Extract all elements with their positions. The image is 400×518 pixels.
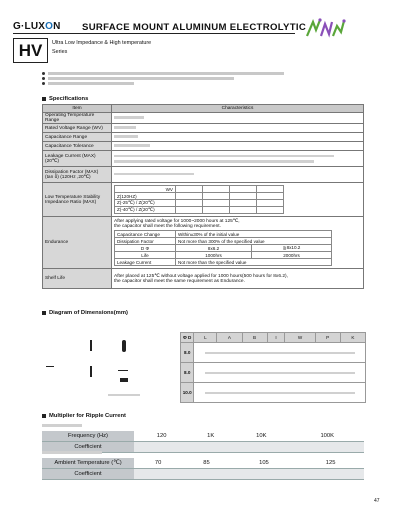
table-row: [42, 469, 364, 480]
column-header: K: [340, 333, 365, 343]
column-header-item: Item: [43, 105, 112, 113]
table-row: [43, 217, 364, 269]
row-value: [112, 269, 364, 289]
row-label: Operating Temperature Range: [43, 113, 112, 124]
endurance-label: Dissipation Factor: [115, 238, 176, 245]
table-row: [43, 183, 364, 217]
row-label: Endurance: [43, 217, 112, 269]
endurance-value: 8x6.2: [176, 245, 252, 252]
series-description-line-1: Ultra Low Impedance & High temperature: [52, 40, 152, 46]
values-cell: [194, 343, 366, 363]
endurance-value: 2000hrs: [252, 252, 332, 259]
values-cell: [194, 383, 366, 403]
frequency-label: Frequency (Hz): [42, 431, 134, 442]
shelf-life-text-2: the capacitor shall meet the same requirement as Endurance.: [114, 278, 245, 284]
frequency-value: 100K: [290, 431, 364, 442]
endurance-value: 1000hrs: [176, 252, 252, 259]
dimension-line: [46, 366, 54, 367]
specifications-title: [42, 96, 88, 102]
temperature-label: Ambient Temperature (℃): [42, 458, 134, 469]
row-label: Capacitance Range: [43, 133, 112, 142]
row-label: Capacitance Tolerance: [43, 142, 112, 151]
land-pattern-caption: [108, 394, 140, 396]
row-value: [112, 113, 364, 124]
column-header: B: [242, 333, 267, 343]
ripple-temperature-table: [42, 458, 364, 480]
table-row: [43, 142, 364, 151]
feature-item: [42, 72, 352, 75]
table-row: [43, 151, 364, 167]
row-value: [112, 217, 364, 269]
row-label: [43, 183, 112, 217]
feature-item: [42, 82, 352, 85]
row-label: Leakage Current (MAX) (20℃): [43, 151, 112, 167]
impedance-ratio-table: [114, 185, 284, 214]
size-cell: 10.0: [181, 383, 194, 403]
temperature-value: 105: [231, 458, 298, 469]
series-description-line-2: Series: [52, 49, 68, 55]
section-square-icon: [42, 311, 46, 315]
column-header: A: [217, 333, 242, 343]
row-label-line: Dissipation Factor (MAX): [45, 169, 99, 175]
wv-label: WV: [115, 186, 176, 193]
dimension-line: [118, 370, 128, 371]
capacitor-pad: [120, 378, 128, 382]
table-header-row: [43, 105, 364, 113]
row-label-line: Low Temperature Stability: [45, 194, 101, 200]
column-header: Φ D: [181, 333, 194, 343]
table-row: [43, 133, 364, 142]
capacitor-side-view: [122, 340, 126, 352]
coefficient-label: Coefficient: [42, 442, 134, 453]
endurance-value: ≧8x10.2: [252, 245, 332, 252]
brand-logo-right: N: [53, 21, 61, 32]
column-header: I: [267, 333, 285, 343]
temperature-caption: [42, 451, 102, 454]
table-row: [43, 113, 364, 124]
row-value: [112, 183, 364, 217]
row-value: [112, 142, 364, 151]
capacitor-top-view-lead: [90, 340, 92, 351]
ripple-frequency-table: [42, 431, 364, 453]
brand-mark-icon: [304, 16, 346, 40]
frequency-value: 1K: [189, 431, 232, 442]
row-label: [43, 167, 112, 183]
series-code: HV: [13, 38, 48, 63]
bullet-icon: [42, 82, 45, 85]
endurance-table: [114, 230, 332, 266]
frequency-value: 120: [134, 431, 189, 442]
temperature-value: 125: [297, 458, 364, 469]
header-rule: [13, 33, 295, 34]
table-row: [181, 363, 366, 383]
capacitor-bottom-lead: [90, 366, 92, 377]
z-ratio-2: Z(-40℃) / Z(20℃): [115, 207, 176, 214]
z-ratio-1: Z(-25℃) / Z(20℃): [115, 200, 176, 207]
endurance-label: Life: [115, 252, 176, 259]
ripple-title: [42, 413, 126, 419]
z-header: Z(120HZ): [115, 193, 176, 200]
table-row: [181, 383, 366, 403]
column-header-characteristics: Characteristics: [112, 105, 364, 113]
endurance-label: D Φ: [115, 245, 176, 252]
page-headline: SURFACE MOUNT ALUMINUM ELECTROLYTIC: [82, 22, 307, 33]
bullet-icon: [42, 77, 45, 80]
row-value: [112, 167, 364, 183]
section-square-icon: [42, 414, 46, 418]
ripple-title-text: Multiplier for Ripple Current: [49, 413, 126, 419]
table-row: [42, 431, 364, 442]
shelf-life-text-1: After placed at 125℃ without voltage applied for 1000 hours(500 hours for 8x6.2),: [114, 273, 288, 279]
endurance-text-2: the capacitor shall meet the following requirement.: [114, 224, 221, 229]
table-row: [43, 167, 364, 183]
size-cell: 8.0: [181, 363, 194, 383]
endurance-label: Leakage Current: [115, 259, 176, 266]
specifications-title-text: Specifications: [49, 96, 89, 102]
endurance-value: Within±30% of the initial value: [176, 231, 332, 238]
endurance-label: Capacitance Change: [115, 231, 176, 238]
table-row: [181, 343, 366, 363]
column-header: W: [285, 333, 315, 343]
row-value: [112, 133, 364, 142]
feature-item: [42, 77, 352, 80]
specifications-table: [42, 104, 364, 289]
column-header: P: [315, 333, 340, 343]
table-row: [43, 269, 364, 289]
frequency-value: 10K: [232, 431, 290, 442]
table-header-row: [181, 333, 366, 343]
size-cell: 8.0: [181, 343, 194, 363]
bullet-icon: [42, 72, 45, 75]
temperature-value: 70: [134, 458, 182, 469]
endurance-text-1: After applying rated voltage for 1000~2000 hours at 125℃,: [114, 219, 240, 224]
row-value: [112, 151, 364, 167]
coefficient-label: Coefficient: [42, 469, 134, 480]
values-cell: [194, 363, 366, 383]
temperature-value: 85: [182, 458, 230, 469]
section-square-icon: [42, 97, 46, 101]
dimensions-title-text: Diagram of Dimensions(mm): [49, 310, 128, 316]
brand-logo: [13, 21, 61, 32]
table-row: [43, 124, 364, 133]
feature-list: [42, 72, 352, 87]
row-label: Rated Voltage Range (WV): [43, 124, 112, 133]
row-label: Shelf Life: [43, 269, 112, 289]
dimensions-title: [42, 310, 128, 316]
series-description: [52, 40, 151, 58]
row-label-line: (tan δ) (120Hz ,20℃): [45, 174, 91, 180]
endurance-value: Not more than the specified value: [176, 259, 332, 266]
brand-logo-left: G·LUX: [13, 21, 46, 32]
column-header: L: [194, 333, 217, 343]
frequency-caption: [42, 424, 82, 427]
row-value: [112, 124, 364, 133]
table-row: [42, 458, 364, 469]
endurance-value: Not more than 300% of the specified value: [176, 238, 332, 245]
page-number: 47: [374, 498, 380, 504]
row-label-line: Impedance Ratio (MAX): [45, 199, 97, 205]
brand-logo-o: O: [45, 21, 54, 32]
dimensions-table: [180, 332, 366, 403]
